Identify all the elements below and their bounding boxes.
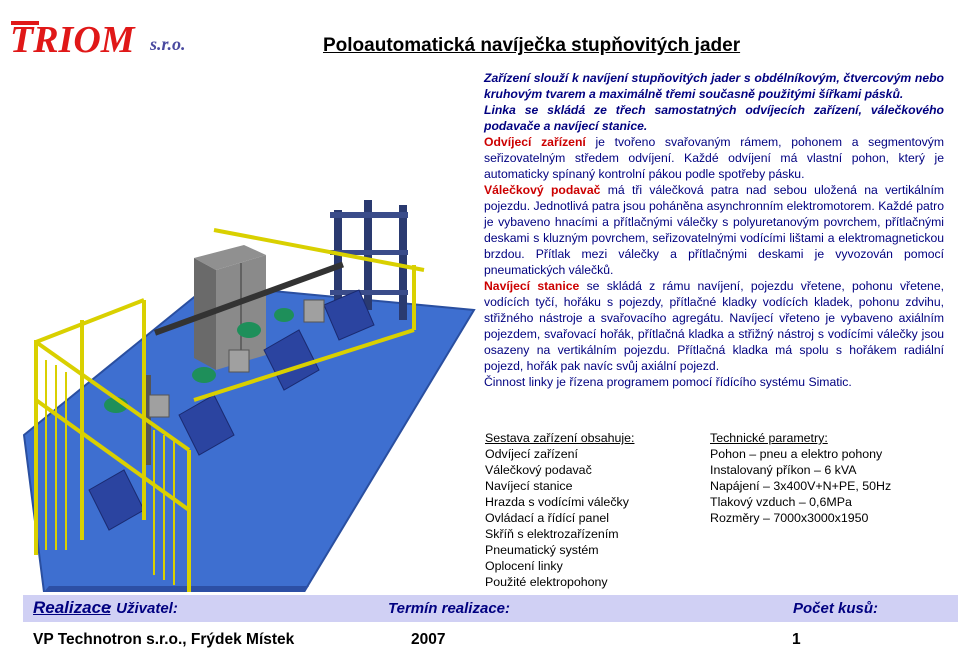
list-item: Napájení – 3x400V+N+PE, 50Hz bbox=[710, 479, 892, 493]
footer-bar bbox=[23, 595, 958, 622]
list-item: Rozměry – 7000x3000x1950 bbox=[710, 511, 869, 525]
count-value: 1 bbox=[792, 631, 801, 648]
triom-logo bbox=[8, 14, 208, 58]
year-value: 2007 bbox=[411, 631, 446, 648]
term-odvijeci: Odvíjecí zařízení bbox=[484, 135, 586, 149]
list-item: Navíjecí stanice bbox=[485, 479, 573, 493]
list-item: Pneumatický systém bbox=[485, 543, 599, 557]
termin-label: Termín realizace: bbox=[388, 600, 510, 617]
term-podavac: Válečkový podavač bbox=[484, 183, 601, 197]
description-p3 bbox=[484, 278, 944, 374]
list-item: Ovládací a řídící panel bbox=[485, 511, 609, 525]
params-heading: Technické parametry: bbox=[710, 431, 828, 445]
description-intro: Zařízení slouží k navíjení stupňovitých jader s obdélníkovým, čtvercovým nebo kruhovým tvarem a maximálně třemi současně použitými šířkami pásků. bbox=[484, 71, 944, 101]
description-p2 bbox=[484, 182, 944, 278]
logo-main-text: TRIOM bbox=[10, 19, 135, 58]
description-line2: Linka se skládá ze třech samostatných odvíjecích zařízení, válečkového podavače a navíjecí stanice. bbox=[484, 103, 944, 133]
list-item: Hrazda s vodícími válečky bbox=[485, 495, 629, 509]
p3-text: se skládá z rámu navíjení, pojezdu vřetene, pohonu vřetene, vodících tyčí, hořáku s pojezdy, přítlačné kladky vodících kladek, pohonu zdvihu, střižného nástroje a svařovacího agregátu. Navíjecí vřeteno je vybaveno axiálním pojezdem, svařovací hořák, přítlačná kladka a střižný nástroj s vodícími válečky jsou osazeny na vertikálním pojezdu. Přítlačná kladka má spolu s hořákem radiální pojezd, hořák pak navíc svůj axiální pojezd. bbox=[484, 279, 944, 373]
realizace-label: Realizace bbox=[33, 598, 111, 617]
params-list bbox=[710, 430, 891, 526]
list-item: Použité elektropohony bbox=[485, 575, 608, 589]
description-p4: Činnost linky je řízena programem pomocí řídícího systému Simatic. bbox=[484, 375, 852, 389]
p2-text: má tři válečková patra nad sebou uložená na vertikálním pojezdu. Jednotlivá patra jsou poháněna asynchronním elektromotorem. Každé patro je vybaveno hnacími a přítlačnými válečky s polyuretanovým povrchem, přítlačnými deskami s kluzným povrchem, seřizovatelnými vodícími lištami a elektromagnetickou brzdou. Přítlak mezi válečky a přítlačnými deskami je vyvozován pomocí pneumatických válečků. bbox=[484, 183, 944, 277]
description-block bbox=[484, 70, 944, 390]
uzivatel-label: : Uživatel: bbox=[107, 600, 178, 617]
list-item: Skříň s elektrozařízením bbox=[485, 527, 619, 541]
page-title: Poloautomatická navíječka stupňovitých jader bbox=[323, 35, 741, 56]
description-p1 bbox=[484, 134, 944, 182]
list-item: Oplocení linky bbox=[485, 559, 563, 573]
pocet-label: Počet kusů: bbox=[793, 600, 879, 617]
machine-illustration bbox=[4, 200, 479, 592]
equipment-heading: Sestava zařízení obsahuje: bbox=[485, 431, 635, 445]
p1-text: je tvořeno svařovaným rámem, pohonem a segmentovým seřizovatelným středem odvíjení. Každé odvíjení má vlastní pohon, který je automaticky spínaný kontrolní pákou podle spotřeby pásku. bbox=[484, 135, 944, 181]
logo-suffix-text: s.r.o. bbox=[150, 34, 186, 54]
list-item: Odvíjecí zařízení bbox=[485, 447, 578, 461]
customer-value: VP Technotron s.r.o., Frýdek Místek bbox=[33, 631, 295, 648]
term-navijeci: Navíjecí stanice bbox=[484, 279, 580, 293]
list-item: Válečkový podavač bbox=[485, 463, 592, 477]
list-item: Pohon – pneu a elektro pohony bbox=[710, 447, 883, 461]
equipment-list bbox=[485, 430, 634, 590]
list-item: Tlakový vzduch – 0,6MPa bbox=[710, 495, 852, 509]
list-item: Instalovaný příkon – 6 kVA bbox=[710, 463, 857, 477]
